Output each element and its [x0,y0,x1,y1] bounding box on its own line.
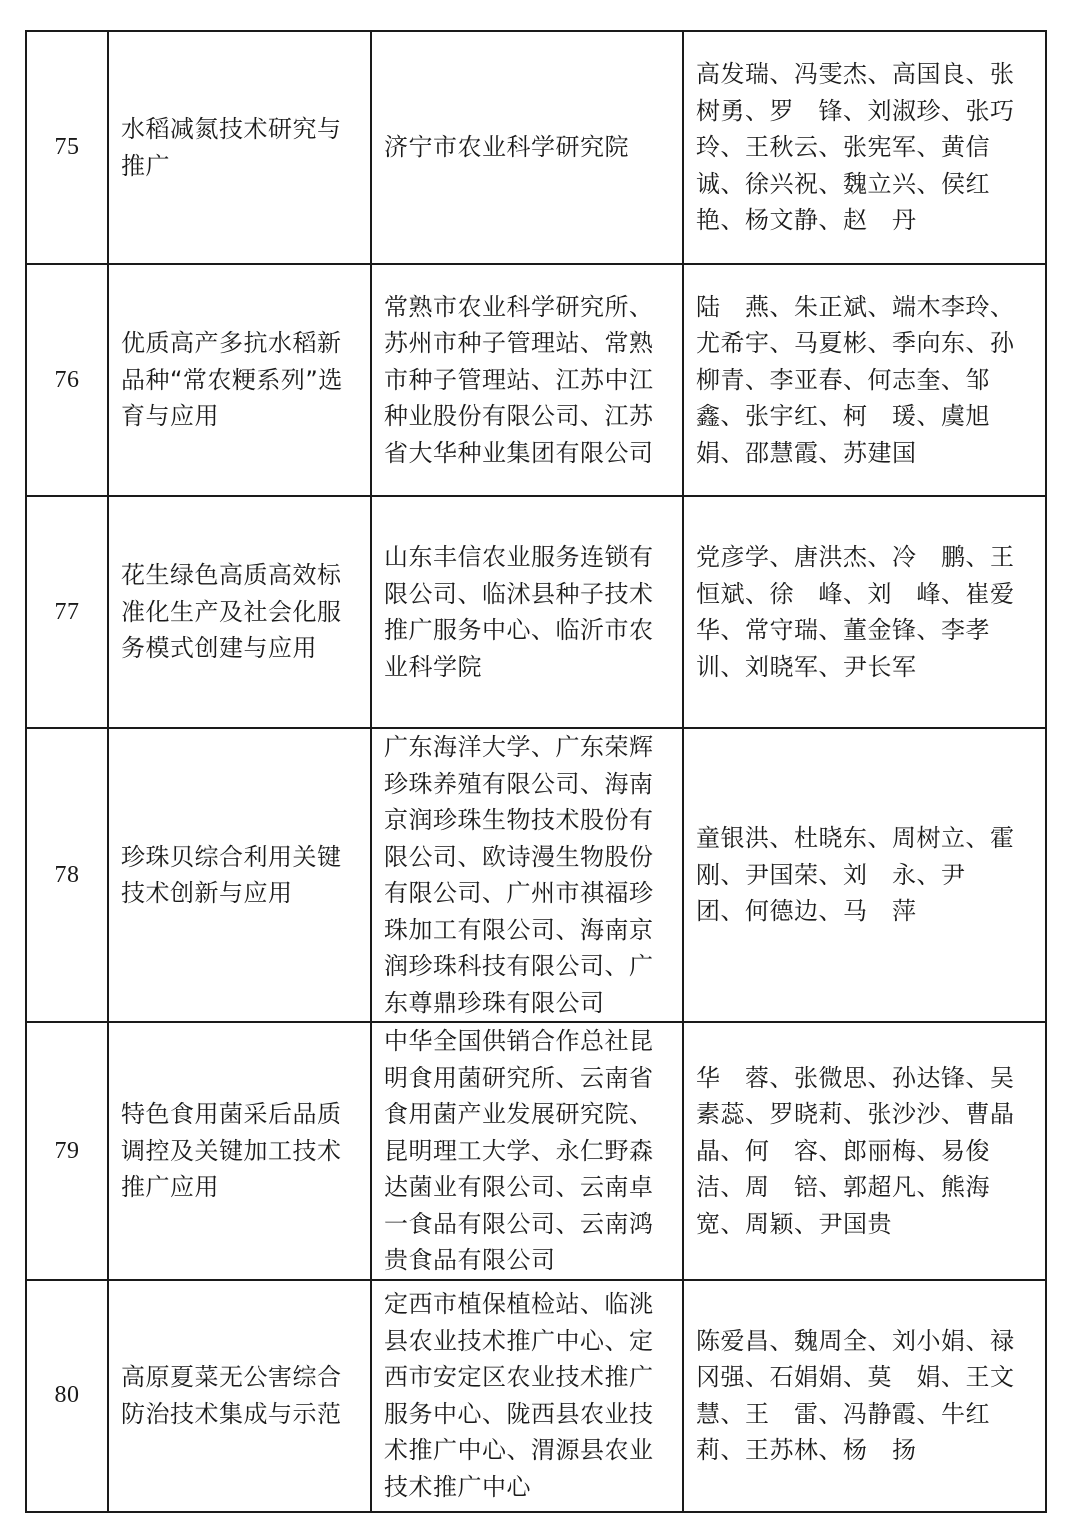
project-name: 花生绿色高质高效标准化生产及社会化服务模式创建与应用 [121,561,342,663]
row-number: 76 [26,264,108,496]
table-row [26,264,1046,496]
row-number: 77 [26,496,108,728]
table-row [26,1280,1046,1512]
project-name: 特色食用菌采后品质调控及关键加工技术推广应用 [121,1100,342,1201]
table-row [26,728,1046,1022]
completing-people: 高发瑞、冯雯杰、高国良、张树勇、罗 锋、刘淑珍、张巧玲、王秋云、张宪军、黄信诚、徐兴祝、魏立兴、侯红艳、杨文静、赵 丹 [696,60,1015,235]
project-name: 高原夏菜无公害综合防治技术集成与示范 [121,1363,342,1428]
completing-units: 定西市植保植检站、临洮县农业技术推广中心、定西市安定区农业技术推广服务中心、陇西县农业技术推广中心、渭源县农业技术推广中心 [384,1290,654,1501]
row-number: 78 [26,728,108,1022]
completing-people: 陆 燕、朱正斌、端木李玲、尤希宇、马夏彬、季向东、孙柳青、李亚春、何志奎、邹 鑫、张宇红、柯 瑗、虞旭娟、邵慧霞、苏建国 [696,292,1015,467]
row-number: 79 [26,1022,108,1280]
row-number: 75 [26,31,108,264]
completing-units: 山东丰信农业服务连锁有限公司、临沭县种子技术推广服务中心、临沂市农业科学院 [384,543,654,681]
awards-table [25,30,1047,1513]
completing-units: 中华全国供销合作总社昆明食用菌研究所、云南省食用菌产业发展研究院、昆明理工大学、永仁野森达菌业有限公司、云南卓一食品有限公司、云南鸿贵食品有限公司 [384,1027,654,1274]
completing-people: 华 蓉、张微思、孙达锋、吴素蕊、罗晓莉、张沙沙、曹晶晶、何 容、郎丽梅、易俊洁、周 锫、郭超凡、熊海宽、周颖、尹国贵 [696,1063,1015,1238]
completing-units: 常熟市农业科学研究所、苏州市种子管理站、常熟市种子管理站、江苏中江种业股份有限公司、江苏省大华种业集团有限公司 [384,292,654,467]
project-name: 珍珠贝综合利用关键技术创新与应用 [121,842,342,907]
project-name: 水稻减氮技术研究与推广 [121,115,342,180]
row-number: 80 [26,1280,108,1512]
completing-units: 济宁市农业科学研究院 [384,133,629,162]
completing-units: 广东海洋大学、广东荣辉珍珠养殖有限公司、海南京润珍珠生物技术股份有限公司、欧诗漫生物股份有限公司、广州市祺福珍珠加工有限公司、海南京润珍珠科技有限公司、广东尊鼎珍珠有限公司 [384,733,654,1017]
table-row [26,1022,1046,1280]
completing-people: 童银洪、杜晓东、周树立、霍刚、尹国荣、刘 永、尹 团、何德边、马 萍 [696,824,1015,926]
completing-people: 陈爱昌、魏周全、刘小娟、禄冈强、石娟娟、莫 娟、王文慧、王 雷、冯静霞、牛红莉、王苏林、杨 扬 [696,1326,1015,1464]
completing-people: 党彦学、唐洪杰、冷 鹏、王恒斌、徐 峰、刘 峰、崔爱华、常守瑞、董金锋、李孝训、刘晓军、尹长军 [696,543,1015,681]
table-row [26,496,1046,728]
table-row [26,31,1046,264]
project-name: 优质高产多抗水稻新品种“常农粳系列”选育与应用 [121,329,343,431]
